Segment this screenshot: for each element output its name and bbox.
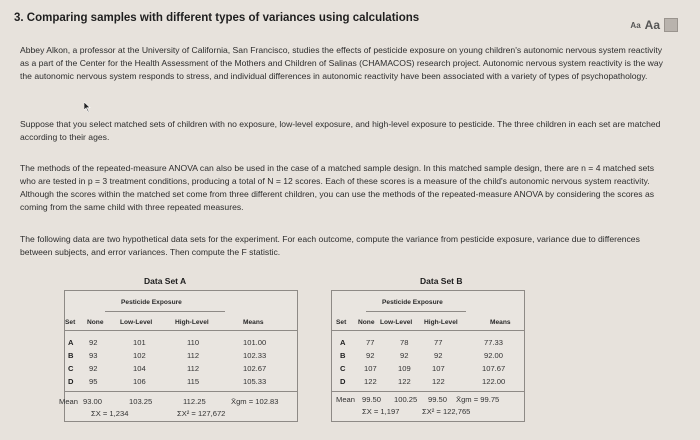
table-row-set: B	[68, 351, 74, 360]
col-header-set: Set	[336, 319, 347, 326]
mean-low: 100.25	[394, 395, 418, 404]
table-cell: 92	[89, 338, 98, 347]
table-cell: 92	[366, 351, 375, 360]
dataset-b-group-header: Pesticide Exposure	[382, 299, 443, 306]
intro-paragraph: Abbey Alkon, a professor at the University of California, San Francisco, studies the effects of pesticide exposure on young children's autonomic nervous system reactivity as a part of the Center for the Health Assessment of the Mothers and Children of Salinas (CHAMACOS) research project. Autonomic nervous system reactivity is the way the autonomic nervous system responds to stress, and individual differences in autonomic reactivity have been associated with a variety of types of psychopathology.	[20, 45, 663, 81]
table-cell: 101	[133, 338, 146, 347]
table-cell: 109	[398, 364, 411, 373]
table-cell: 102.33	[243, 351, 267, 360]
sum-x-squared: ΣX² = 127,672	[177, 409, 226, 418]
col-header-none: None	[358, 319, 375, 326]
table-cell: 122	[432, 377, 445, 386]
table-cell: 115	[187, 377, 200, 386]
anova-method-paragraph: The methods of the repeated-measure ANOVA can also be used in the case of a matched sample design. In this matched sample design, there are n = 4 matched sets who are tested in p = 3 treatment conditions, producing a total of N = 12 scores. Each of these scores is a measure of the child's autonomic nervous system reactivity. Although the scores within the matched set come from three different children, you can use the methods of the repeated-measure ANOVA by considering the scores as coming from the same child with three repeated measures.	[20, 163, 655, 212]
mean-row-label: Mean	[59, 397, 78, 406]
table-cell: 105.33	[243, 377, 267, 386]
matched-sets-paragraph: Suppose that you select matched sets of children with no exposure, low-level exposure, and high-level exposure to pesticide. The three children in each set are matched according to their ages.	[20, 119, 661, 142]
mouse-cursor-icon	[84, 102, 92, 112]
table-cell: 101.00	[243, 338, 267, 347]
sum-x-squared: ΣX² = 122,765	[422, 407, 471, 416]
totals-rule	[332, 391, 524, 392]
table-cell: 122	[398, 377, 411, 386]
mean-row-label: Mean	[336, 395, 355, 404]
table-cell: 77	[434, 338, 443, 347]
table-cell: 78	[400, 338, 409, 347]
question-title: 3. Comparing samples with different types of variances using calculations	[14, 12, 420, 24]
col-header-means: Means	[243, 319, 264, 326]
dataset-a-title: Data Set A	[144, 276, 187, 286]
table-cell: 92	[434, 351, 443, 360]
group-header-rule	[105, 311, 225, 312]
col-header-high: High-Level	[175, 319, 209, 326]
table-cell: 95	[89, 377, 98, 386]
col-header-low: Low-Level	[120, 319, 153, 326]
table-row-set: D	[340, 377, 346, 386]
table-row-set: C	[340, 364, 346, 373]
totals-rule	[65, 391, 297, 392]
table-cell: 112	[187, 364, 200, 373]
header-rule	[332, 330, 524, 331]
mean-low: 103.25	[129, 397, 153, 406]
mean-none: 93.00	[83, 397, 103, 406]
table-cell: 106	[133, 377, 146, 386]
table-cell: 110	[187, 338, 200, 347]
table-row-set: D	[68, 377, 74, 386]
col-header-high: High-Level	[424, 319, 458, 326]
col-header-set: Set	[65, 319, 76, 326]
table-cell: 77.33	[484, 338, 504, 347]
table-cell: 77	[366, 338, 375, 347]
header-rule	[65, 330, 297, 331]
col-header-none: None	[87, 319, 104, 326]
mean-high: 99.50	[428, 395, 448, 404]
table-cell: 102	[133, 351, 146, 360]
table-cell: 122	[364, 377, 377, 386]
font-decrease-button[interactable]: Aa	[630, 20, 641, 30]
grand-mean: X̄gm = 99.75	[456, 395, 500, 404]
col-header-low: Low-Level	[380, 319, 413, 326]
table-cell: 92	[89, 364, 98, 373]
dataset-b-table	[331, 290, 525, 422]
table-cell: 92.00	[484, 351, 504, 360]
table-cell: 102.67	[243, 364, 267, 373]
font-size-controls	[630, 18, 678, 32]
table-cell: 107	[432, 364, 445, 373]
table-cell: 92	[400, 351, 409, 360]
col-header-means: Means	[490, 319, 511, 326]
table-row-set: A	[68, 338, 74, 347]
instructions-paragraph: The following data are two hypothetical data sets for the experiment. For each outcome, compute the variance from pesticide exposure, variance due to differences between subjects, and error variances. Then compute the F statistic.	[20, 234, 640, 257]
table-cell: 107	[364, 364, 377, 373]
table-cell: 107.67	[482, 364, 506, 373]
table-row-set: A	[340, 338, 346, 347]
table-cell: 112	[187, 351, 200, 360]
table-row-set: C	[68, 364, 74, 373]
sum-x: ΣX = 1,234	[91, 409, 129, 418]
table-cell: 104	[133, 364, 146, 373]
dataset-a-group-header: Pesticide Exposure	[121, 299, 182, 306]
table-row-set: B	[340, 351, 346, 360]
table-cell: 122.00	[482, 377, 506, 386]
toggle-square-icon[interactable]	[664, 18, 678, 32]
dataset-a-table	[59, 290, 298, 422]
mean-high: 112.25	[183, 397, 206, 406]
sum-x: ΣX = 1,197	[362, 407, 400, 416]
grand-mean: X̄gm = 102.83	[231, 397, 279, 406]
table-cell: 93	[89, 351, 98, 360]
mean-none: 99.50	[362, 395, 382, 404]
group-header-rule	[366, 311, 466, 312]
dataset-b-title: Data Set B	[420, 276, 463, 286]
font-increase-button[interactable]: Aa	[644, 18, 660, 32]
